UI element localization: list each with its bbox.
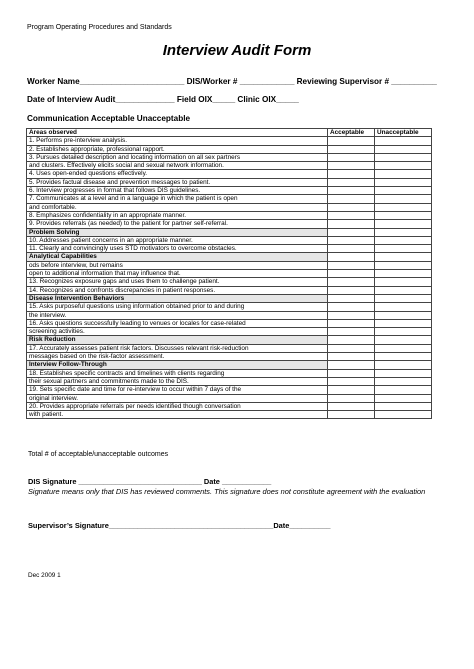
table-row <box>27 377 432 385</box>
acceptable-cell[interactable] <box>328 386 375 394</box>
table-row <box>27 211 432 219</box>
acceptable-cell[interactable] <box>328 170 375 178</box>
table-row <box>27 353 432 361</box>
unacceptable-cell[interactable] <box>375 369 432 377</box>
unacceptable-cell[interactable] <box>375 303 432 311</box>
criterion-label: 9. Provides referrals (as needed) to the patient for partner self-referral. <box>27 220 328 228</box>
signature-note: Signature means only that DIS has reviewed comments. This signature does not constitute agreement with the evaluation <box>28 487 426 496</box>
unacceptable-cell[interactable] <box>375 170 432 178</box>
unacceptable-cell[interactable] <box>375 411 432 419</box>
acceptable-header: Acceptable <box>328 129 375 137</box>
table-row <box>27 328 432 336</box>
supervisor-signature-line[interactable]: Supervisor’s Signature________________________________________Date__________ <box>28 521 331 530</box>
section-row <box>27 253 432 261</box>
form-title: Interview Audit Form <box>162 42 312 59</box>
criterion-label: 20. Provides appropriate referrals per needs identified though conversation <box>27 402 328 410</box>
table-row <box>27 402 432 410</box>
table-row <box>27 137 432 145</box>
criterion-label: and comfortable. <box>27 203 328 211</box>
acceptable-cell[interactable] <box>328 228 375 236</box>
criterion-label: 14. Recognizes and confronts discrepancies in patient responses. <box>27 286 328 294</box>
criterion-label: 1. Performs pre-interview analysis. <box>27 137 328 145</box>
criterion-label: 18. Establishes specific contracts and timelines with clients regarding <box>27 369 328 377</box>
acceptable-cell[interactable] <box>328 195 375 203</box>
criterion-label: their sexual partners and commitments made to the DIS. <box>27 377 328 385</box>
section-label: Interview Follow-Through <box>27 361 328 369</box>
acceptable-cell[interactable] <box>328 328 375 336</box>
section-row <box>27 361 432 369</box>
unacceptable-cell[interactable] <box>375 270 432 278</box>
table-row <box>27 170 432 178</box>
acceptable-cell[interactable] <box>328 361 375 369</box>
acceptable-cell[interactable] <box>328 286 375 294</box>
unacceptable-cell[interactable] <box>375 328 432 336</box>
unacceptable-cell[interactable] <box>375 162 432 170</box>
unacceptable-cell[interactable] <box>375 336 432 344</box>
unacceptable-cell[interactable] <box>375 220 432 228</box>
audit-table <box>26 128 432 419</box>
acceptable-cell[interactable] <box>328 278 375 286</box>
acceptable-cell[interactable] <box>328 236 375 244</box>
unacceptable-cell[interactable] <box>375 311 432 319</box>
table-row <box>27 178 432 186</box>
unacceptable-cell[interactable] <box>375 211 432 219</box>
table-row <box>27 187 432 195</box>
acceptable-cell[interactable] <box>328 402 375 410</box>
section-row <box>27 294 432 302</box>
unacceptable-header: Unacceptable <box>375 129 432 137</box>
acceptable-cell[interactable] <box>328 145 375 153</box>
worker-info-line[interactable]: Worker Name_______________________ DIS/Worker # ____________ Reviewing Supervisor # __________ <box>27 77 437 86</box>
criterion-label: 11. Clearly and convincingly uses STD motivators to overcome obstacles. <box>27 245 328 253</box>
table-row <box>27 162 432 170</box>
acceptable-cell[interactable] <box>328 137 375 145</box>
criterion-label: 4. Uses open-ended questions effectively. <box>27 170 328 178</box>
section-label: Problem Solving <box>27 228 328 236</box>
table-row <box>27 286 432 294</box>
total-outcomes: Total # of acceptable/unacceptable outcomes <box>28 451 169 458</box>
criterion-label: 19. Sets specific date and time for re-interview to occur within 7 days of the <box>27 386 328 394</box>
table-row <box>27 220 432 228</box>
header-note: Program Operating Procedures and Standards <box>27 24 172 31</box>
section-label: Analytical Capabilities <box>27 253 328 261</box>
criterion-label: 8. Emphasizes confidentiality in an appropriate manner. <box>27 211 328 219</box>
table-row <box>27 145 432 153</box>
unacceptable-cell[interactable] <box>375 178 432 186</box>
criterion-label: 17. Accurately assesses patient risk factors. Discusses relevant risk-reduction <box>27 344 328 352</box>
unacceptable-cell[interactable] <box>375 286 432 294</box>
acceptable-cell[interactable] <box>328 211 375 219</box>
unacceptable-cell[interactable] <box>375 195 432 203</box>
acceptable-cell[interactable] <box>328 261 375 269</box>
section-row <box>27 336 432 344</box>
table-row <box>27 319 432 327</box>
table-header-row <box>27 129 432 137</box>
acceptable-cell[interactable] <box>328 369 375 377</box>
table-row <box>27 270 432 278</box>
criterion-label: 5. Provides factual disease and prevention messages to patient. <box>27 178 328 186</box>
criterion-label: screening activities. <box>27 328 328 336</box>
criterion-label: 13. Recognizes exposure gaps and uses them to challenge patient. <box>27 278 328 286</box>
criterion-label: original interview. <box>27 394 328 402</box>
table-row <box>27 236 432 244</box>
criterion-label: 2. Establishes appropriate, professional rapport. <box>27 145 328 153</box>
unacceptable-cell[interactable] <box>375 228 432 236</box>
footer-date: Dec 2009 1 <box>28 572 61 579</box>
unacceptable-cell[interactable] <box>375 344 432 352</box>
table-row <box>27 344 432 352</box>
acceptable-cell[interactable] <box>328 153 375 161</box>
table-row <box>27 311 432 319</box>
table-row <box>27 303 432 311</box>
criterion-label: ods before interview, but remains <box>27 261 328 269</box>
acceptable-cell[interactable] <box>328 220 375 228</box>
criterion-label: 10. Addresses patient concerns in an appropriate manner. <box>27 236 328 244</box>
unacceptable-cell[interactable] <box>375 353 432 361</box>
acceptable-cell[interactable] <box>328 353 375 361</box>
criterion-label: 6. Interview progresses in format that follows DIS guidelines. <box>27 187 328 195</box>
criterion-label: 3. Pursues detailed description and locating information on all sex partners <box>27 153 328 161</box>
criterion-label: the interview. <box>27 311 328 319</box>
unacceptable-cell[interactable] <box>375 137 432 145</box>
interview-date-line[interactable]: Date of Interview Audit_____________ Field OIX_____ Clinic OIX_____ <box>27 95 299 104</box>
acceptable-cell[interactable] <box>328 187 375 195</box>
areas-observed-header: Areas observed <box>27 129 328 137</box>
acceptable-cell[interactable] <box>328 344 375 352</box>
criterion-label: 7. Communicates at a level and in a language in which the patient is open <box>27 195 328 203</box>
acceptable-cell[interactable] <box>328 303 375 311</box>
acceptable-cell[interactable] <box>328 336 375 344</box>
table-row <box>27 411 432 419</box>
acceptable-cell[interactable] <box>328 178 375 186</box>
criterion-label: 16. Asks questions successfully leading to venues or locales for case-related <box>27 319 328 327</box>
acceptable-cell[interactable] <box>328 319 375 327</box>
unacceptable-cell[interactable] <box>375 278 432 286</box>
acceptable-cell[interactable] <box>328 377 375 385</box>
unacceptable-cell[interactable] <box>375 261 432 269</box>
table-row <box>27 386 432 394</box>
unacceptable-cell[interactable] <box>375 153 432 161</box>
table-row <box>27 278 432 286</box>
table-row <box>27 394 432 402</box>
table-row <box>27 195 432 203</box>
unacceptable-cell[interactable] <box>375 361 432 369</box>
acceptable-cell[interactable] <box>328 253 375 261</box>
unacceptable-cell[interactable] <box>375 386 432 394</box>
unacceptable-cell[interactable] <box>375 319 432 327</box>
unacceptable-cell[interactable] <box>375 236 432 244</box>
unacceptable-cell[interactable] <box>375 294 432 302</box>
section-label: Disease Intervention Behaviors <box>27 294 328 302</box>
table-row <box>27 153 432 161</box>
acceptable-cell[interactable] <box>328 394 375 402</box>
table-row <box>27 203 432 211</box>
dis-signature-line[interactable]: DIS Signature ______________________________ Date ____________ <box>28 477 272 486</box>
table-row <box>27 261 432 269</box>
unacceptable-cell[interactable] <box>375 245 432 253</box>
section-row <box>27 228 432 236</box>
unacceptable-cell[interactable] <box>375 394 432 402</box>
criterion-label: and clusters. Effectively elicits social and sexual network information. <box>27 162 328 170</box>
acceptable-cell[interactable] <box>328 203 375 211</box>
unacceptable-cell[interactable] <box>375 203 432 211</box>
acceptable-cell[interactable] <box>328 162 375 170</box>
unacceptable-cell[interactable] <box>375 377 432 385</box>
unacceptable-cell[interactable] <box>375 402 432 410</box>
unacceptable-cell[interactable] <box>375 253 432 261</box>
acceptable-cell[interactable] <box>328 294 375 302</box>
acceptable-cell[interactable] <box>328 270 375 278</box>
acceptable-cell[interactable] <box>328 245 375 253</box>
criterion-label: with patient. <box>27 411 328 419</box>
unacceptable-cell[interactable] <box>375 187 432 195</box>
criterion-label: open to additional information that may influence that. <box>27 270 328 278</box>
acceptable-cell[interactable] <box>328 311 375 319</box>
unacceptable-cell[interactable] <box>375 145 432 153</box>
criterion-label: 15. Asks purposeful questions using information obtained prior to and during <box>27 303 328 311</box>
section-label: Risk Reduction <box>27 336 328 344</box>
acceptable-cell[interactable] <box>328 411 375 419</box>
table-row <box>27 245 432 253</box>
communication-line: Communication Acceptable Unacceptable <box>27 114 191 123</box>
criterion-label: messages based on the risk-factor assessment. <box>27 353 328 361</box>
table-row <box>27 369 432 377</box>
